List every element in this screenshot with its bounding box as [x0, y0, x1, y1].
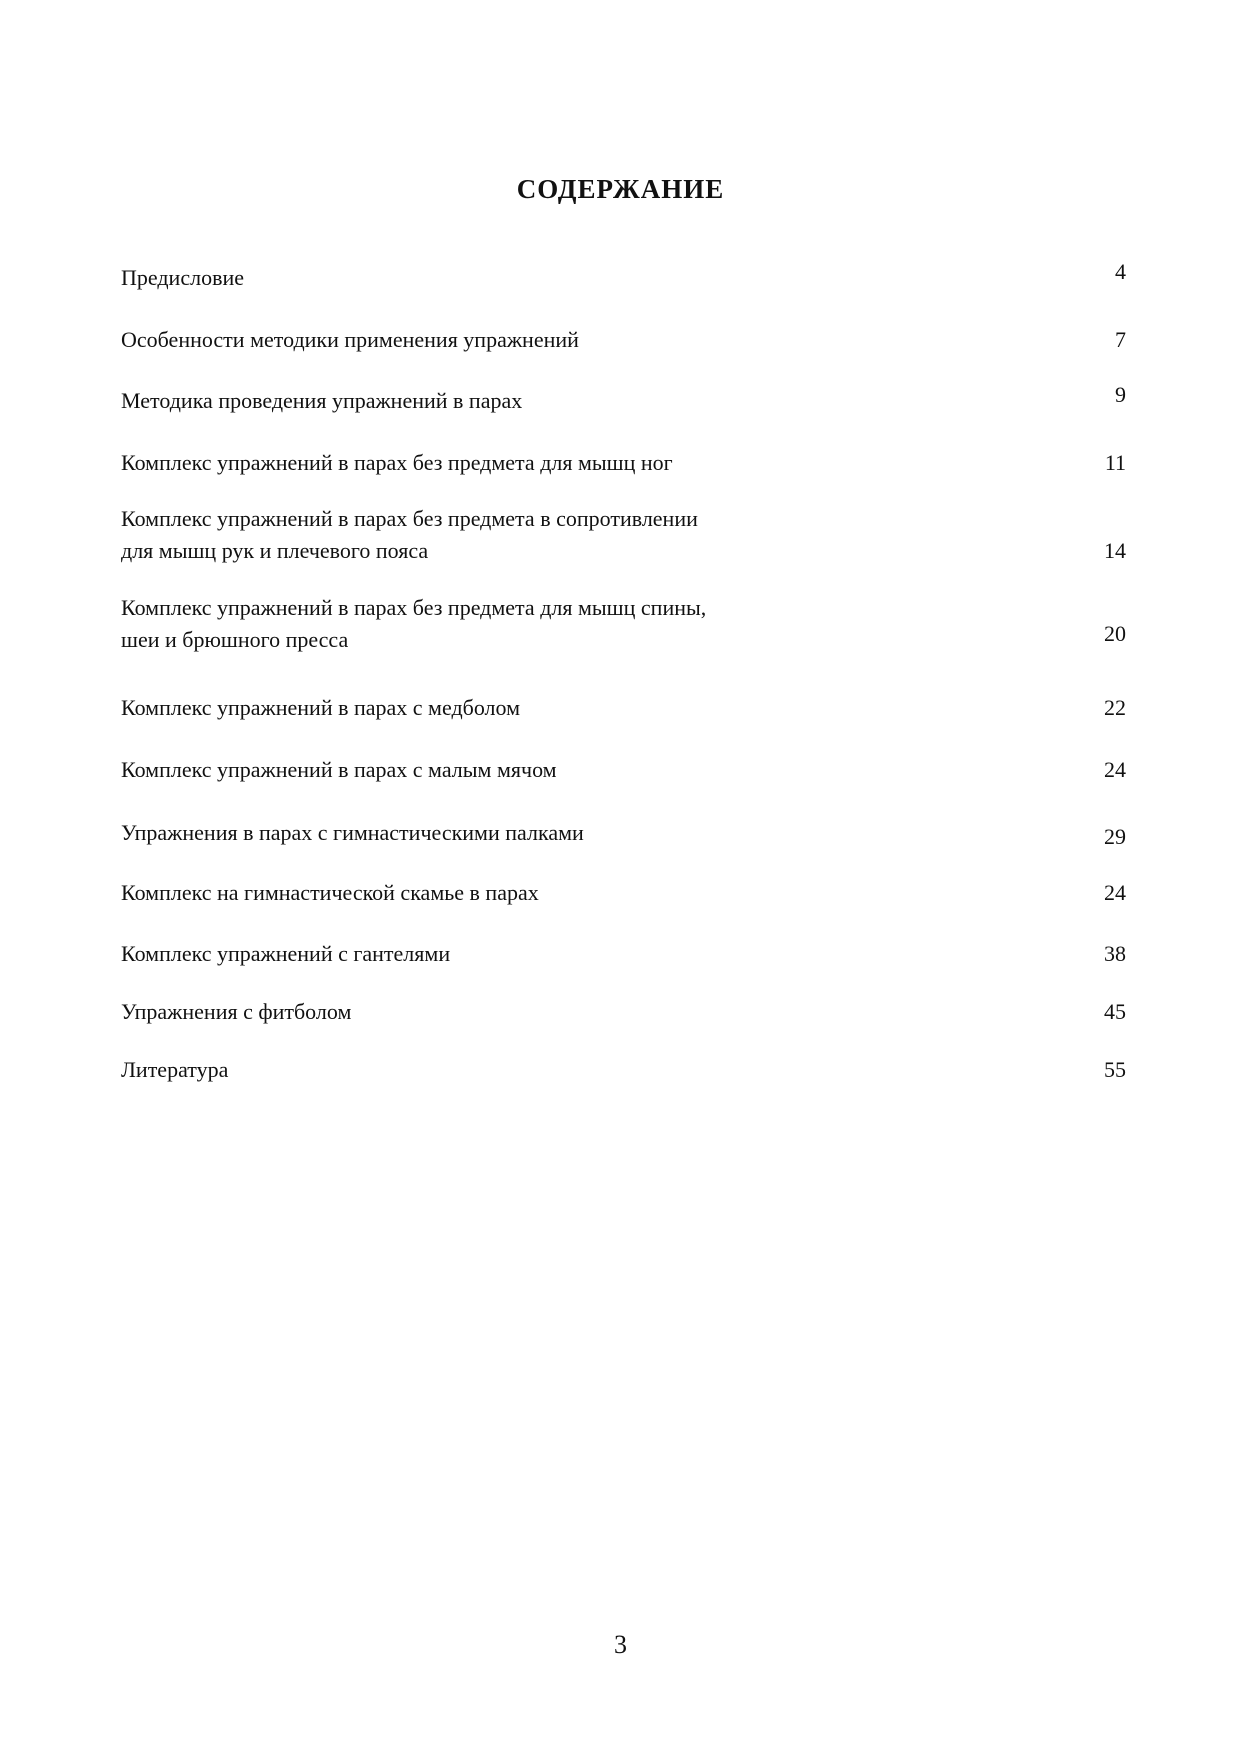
toc-entry-title: Упражнения в парах с гимнастическими палками	[121, 820, 584, 845]
dot-leader	[234, 1054, 1084, 1078]
toc-entry-title: Методика проведения упражнений в парах	[121, 388, 523, 413]
toc-entry-title: Литература	[121, 1057, 229, 1082]
toc-entry	[121, 447, 1126, 479]
page-number: 3	[614, 1630, 627, 1659]
toc-page-number: 24	[1104, 880, 1126, 905]
toc-entry	[121, 259, 1126, 294]
dot-leader	[354, 624, 1084, 648]
toc-entry-title: Особенности методики применения упражнений	[121, 327, 579, 352]
dot-leader	[250, 262, 1084, 286]
toc-page-number: 20	[1104, 621, 1126, 646]
toc-entry-title: Предисловие	[121, 265, 244, 290]
toc-entry-title: Комплекс на гимнастической скамье в парах	[121, 880, 539, 905]
toc-page-number: 22	[1104, 695, 1126, 720]
toc-entry-title: шеи и брюшного пресса	[121, 627, 349, 652]
toc-page-number: 4	[1115, 259, 1126, 284]
dot-leader	[434, 535, 1084, 559]
toc-entry-title: Комплекс упражнений в парах с медболом	[121, 695, 521, 720]
toc-entry-title: Упражнения с фитболом	[121, 999, 352, 1024]
dot-leader	[563, 754, 1084, 778]
toc-page-number: 14	[1104, 538, 1126, 563]
dot-leader	[357, 996, 1084, 1020]
toc-entry-title-line: Комплекс упражнений в парах без предмета в сопротивлении	[121, 506, 698, 531]
toc-page-number: 55	[1104, 1057, 1126, 1082]
toc-page-number: 45	[1104, 999, 1126, 1024]
toc-entry-title: Комплекс упражнений в парах без предмета для мышц ног	[121, 450, 673, 475]
dot-leader	[679, 447, 1084, 471]
toc-page-number: 9	[1115, 382, 1126, 407]
dot-leader	[545, 877, 1084, 901]
toc-entry-title: для мышц рук и плечевого пояса	[121, 538, 429, 563]
dot-leader	[528, 385, 1084, 409]
toc-entry	[121, 996, 1126, 1028]
toc-entry	[121, 877, 1126, 909]
toc-entry	[121, 503, 1126, 567]
dot-leader	[456, 938, 1084, 962]
toc-entry-title: Комплекс упражнений с гантелями	[121, 941, 451, 966]
toc-entry-title-line: Комплекс упражнений в парах без предмета для мышц спины,	[121, 595, 707, 620]
toc-page-number: 29	[1104, 824, 1126, 849]
toc-entry	[121, 382, 1126, 417]
dot-leader	[585, 324, 1084, 348]
toc-entry	[121, 817, 1126, 849]
toc-page-number: 7	[1115, 327, 1126, 352]
toc-entry	[121, 324, 1126, 356]
toc-page-number: 24	[1104, 757, 1126, 782]
page-title: СОДЕРЖАНИЕ	[516, 174, 725, 204]
toc-entry	[121, 692, 1126, 724]
toc-entry	[121, 1054, 1126, 1086]
toc-entry-title: Комплекс упражнений в парах с малым мячом	[121, 757, 557, 782]
toc-page-number: 11	[1104, 450, 1126, 475]
dot-leader	[590, 817, 1084, 841]
toc-entry	[121, 592, 1126, 656]
toc-entry	[121, 754, 1126, 786]
toc-entry	[121, 938, 1126, 970]
dot-leader	[526, 692, 1084, 716]
toc-page-number: 38	[1104, 941, 1126, 966]
